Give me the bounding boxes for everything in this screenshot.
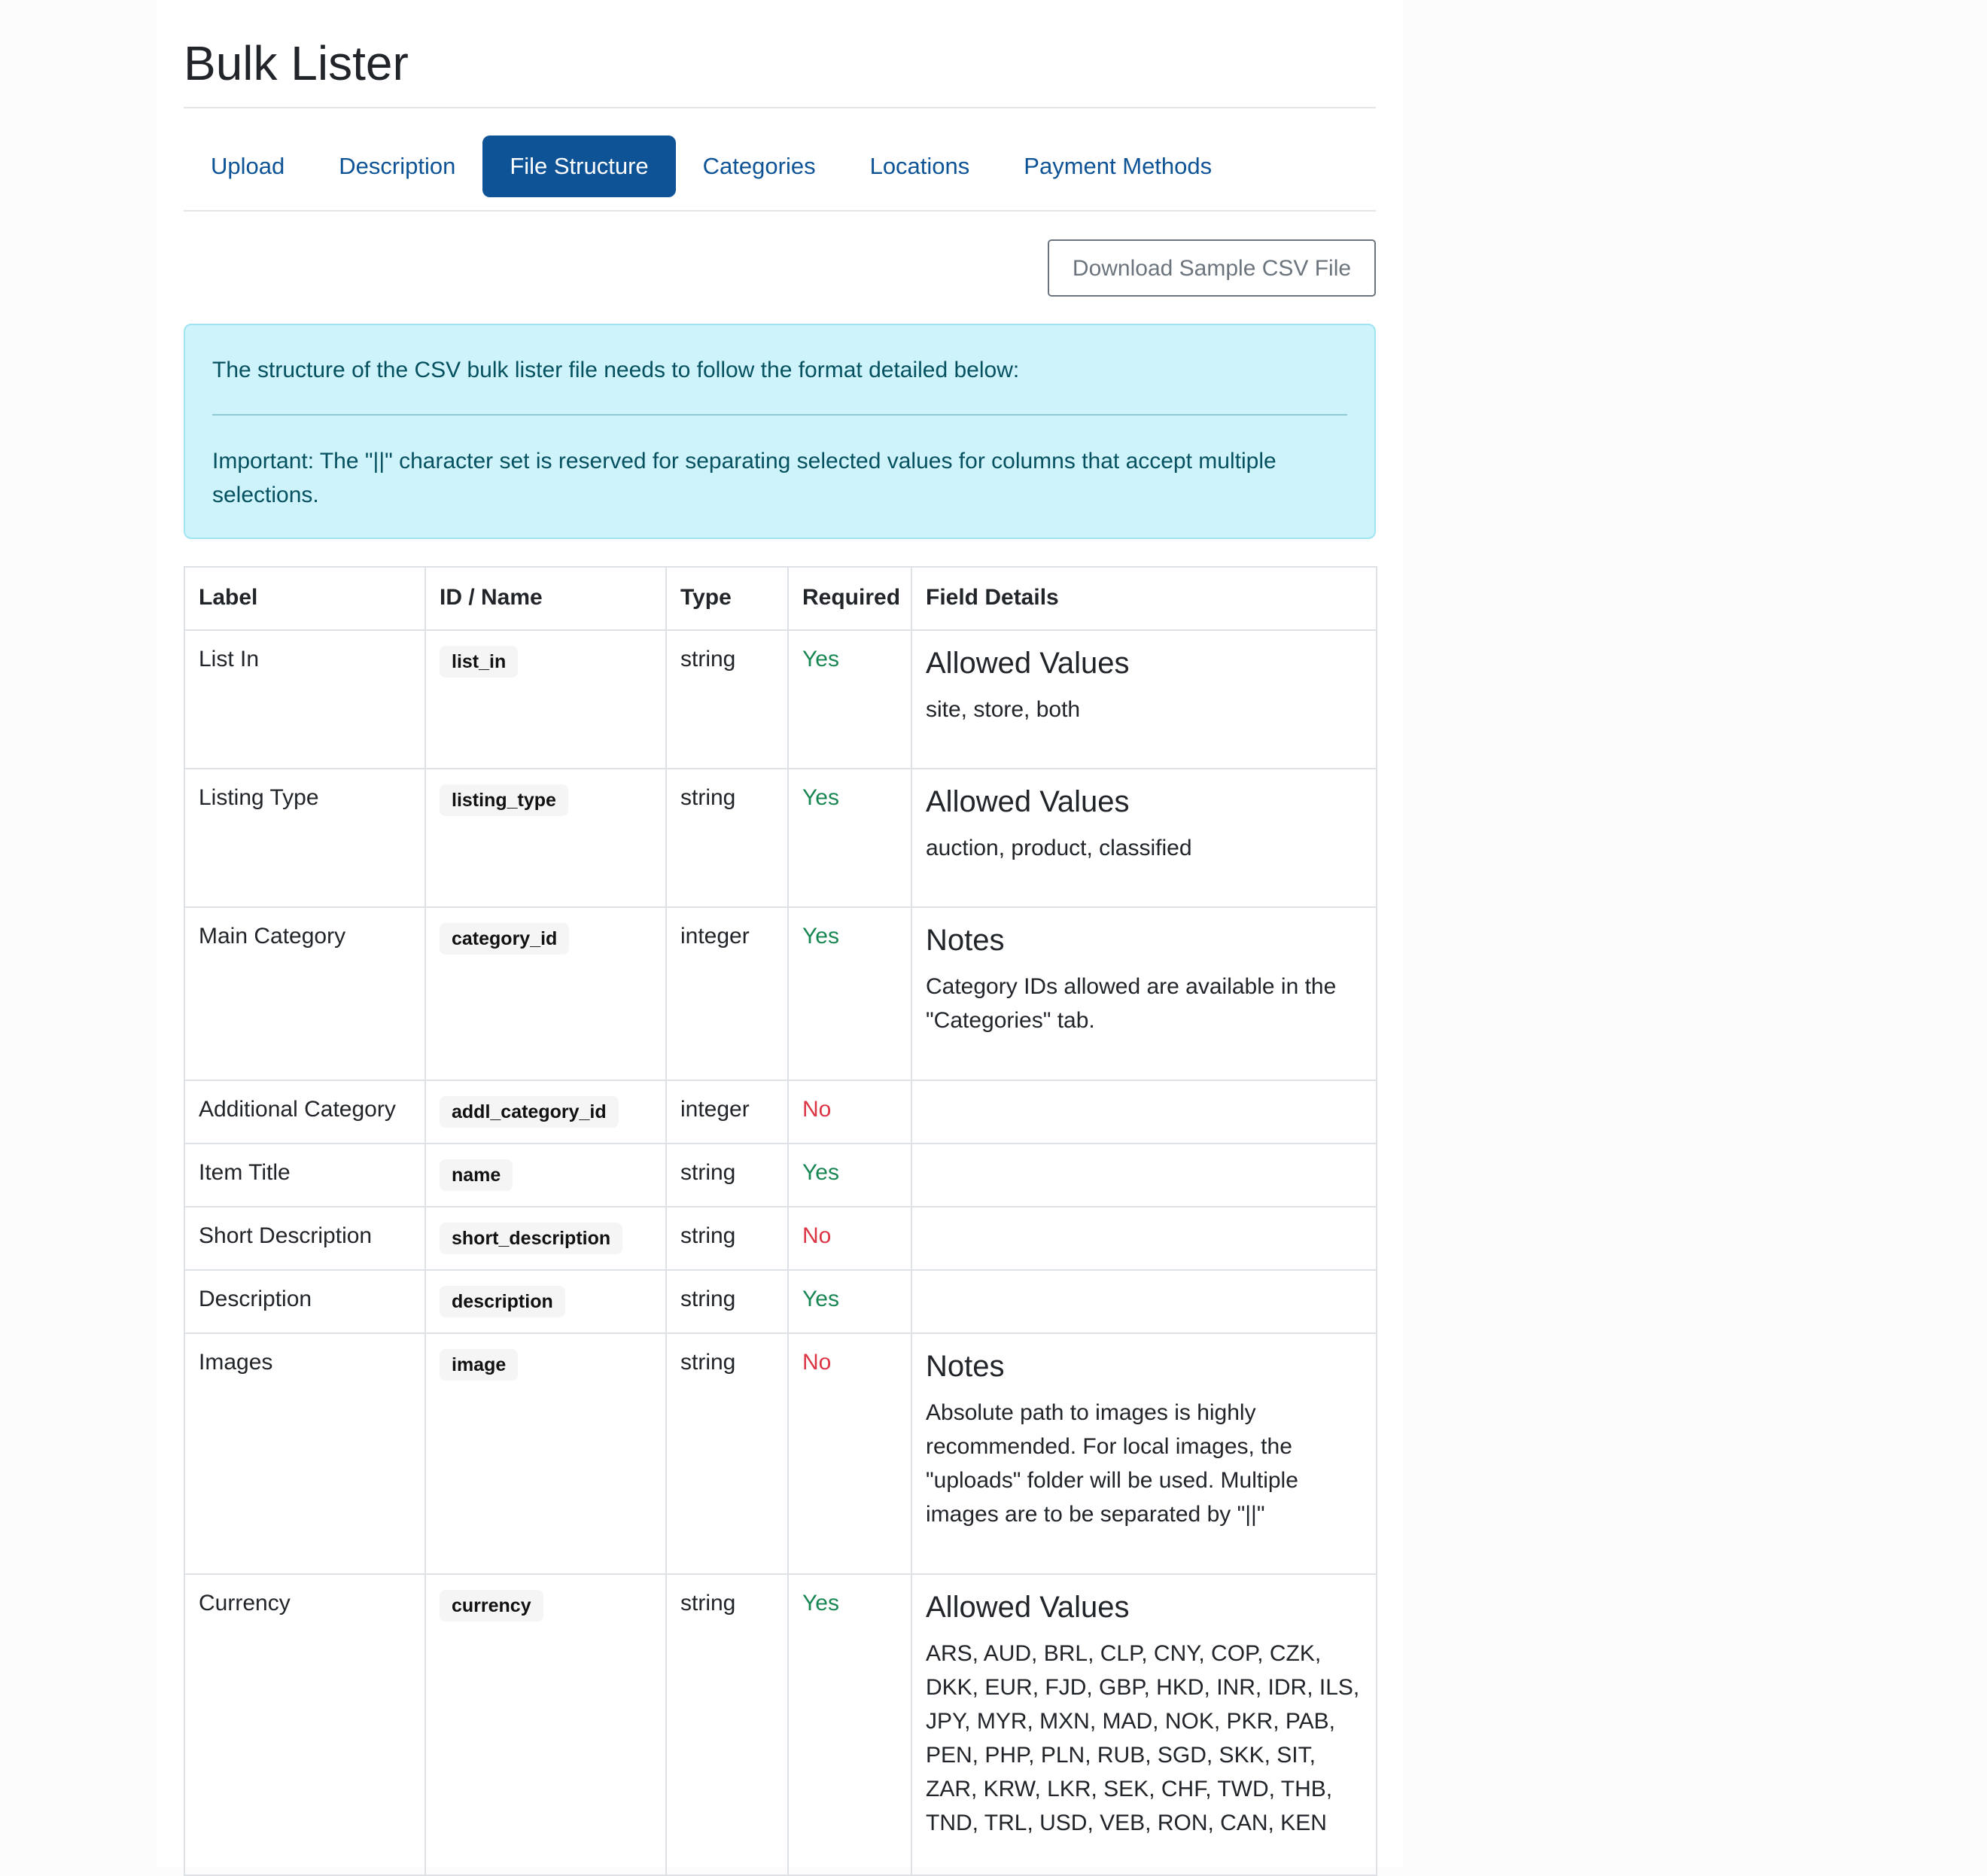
cell-label: Item Title [184, 1144, 425, 1207]
download-sample-csv-button[interactable]: Download Sample CSV File [1048, 239, 1376, 297]
cell-id [425, 1080, 666, 1144]
cell-id [425, 1270, 666, 1333]
cell-required: No [788, 1333, 911, 1574]
tabs-divider [184, 210, 1376, 212]
field-id-code: name [440, 1159, 513, 1191]
field-id-code: list_in [440, 646, 518, 678]
details-heading: Allowed Values [926, 1591, 1130, 1624]
table-row [184, 907, 1377, 1080]
cell-details [911, 1080, 1377, 1144]
details-text: auction, product, classified [926, 836, 1192, 860]
details-heading: Notes [926, 1350, 1005, 1383]
cell-required: Yes [788, 1574, 911, 1875]
column-header-type: Type [666, 567, 788, 630]
column-header-id: ID / Name [425, 567, 666, 630]
table-row [184, 769, 1377, 907]
column-header-label: Label [184, 567, 425, 630]
details-heading: Allowed Values [926, 647, 1130, 680]
details-heading: Notes [926, 924, 1005, 957]
cell-id [425, 1144, 666, 1207]
column-header-required: Required [788, 567, 911, 630]
cell-required: Yes [788, 1270, 911, 1333]
cell-type: string [666, 769, 788, 907]
cell-id [425, 1574, 666, 1875]
tab-locations[interactable]: Locations [869, 153, 970, 179]
cell-type: string [666, 1270, 788, 1333]
cell-details [911, 1574, 1377, 1875]
table-row [184, 1207, 1377, 1270]
cell-required: Yes [788, 907, 911, 1080]
field-id-code: short_description [440, 1223, 622, 1254]
tab-bar [184, 136, 1239, 197]
details-text: site, store, both [926, 697, 1081, 722]
field-id-code: category_id [440, 923, 569, 955]
alert-divider [212, 414, 1347, 416]
page-container [157, 0, 1403, 1867]
info-alert [184, 324, 1376, 539]
cell-label: Additional Category [184, 1080, 425, 1144]
table-row [184, 1144, 1377, 1207]
cell-required: Yes [788, 1144, 911, 1207]
details-heading: Allowed Values [926, 785, 1130, 818]
cell-details [911, 1144, 1377, 1207]
cell-details [911, 1207, 1377, 1270]
details-text: ARS, AUD, BRL, CLP, CNY, COP, CZK, DKK, EUR, FJD, GBP, HKD, INR, IDR, ILS, JPY, MYR, MXN, MAD, NOK, PKR, PAB, PEN, PHP, PLN, RUB, SGD, SKK, SIT, ZAR, KRW, LKR, SEK, CHF, TWD, THB, TND, TRL, USD, VEB, RON, CAN, KEN [926, 1641, 1360, 1835]
alert-important-text: Important: The "||" character set is reserved for separating selected values for columns that accept multiple selections. [212, 449, 1276, 507]
cell-label: Currency [184, 1574, 425, 1875]
tab-upload[interactable]: Upload [211, 153, 285, 179]
cell-label: Listing Type [184, 769, 425, 907]
column-header-details: Field Details [911, 567, 1377, 630]
field-id-code: description [440, 1286, 565, 1317]
cell-type: string [666, 1574, 788, 1875]
cell-required: No [788, 1207, 911, 1270]
details-text: Category IDs allowed are available in the "Categories" tab. [926, 974, 1337, 1033]
table-row [184, 1333, 1377, 1574]
cell-id [425, 1207, 666, 1270]
field-id-code: addl_category_id [440, 1096, 619, 1128]
tab-description[interactable]: Description [339, 153, 456, 179]
tab-categories[interactable]: Categories [702, 153, 816, 179]
cell-type: string [666, 1207, 788, 1270]
cell-required: No [788, 1080, 911, 1144]
cell-id [425, 907, 666, 1080]
cell-id [425, 630, 666, 769]
cell-id [425, 769, 666, 907]
cell-details [911, 907, 1377, 1080]
cell-label: Short Description [184, 1207, 425, 1270]
table-row [184, 1270, 1377, 1333]
cell-label: List In [184, 630, 425, 769]
alert-intro-text: The structure of the CSV bulk lister file needs to follow the format detailed below: [212, 358, 1020, 382]
cell-details [911, 630, 1377, 769]
cell-details [911, 769, 1377, 907]
title-divider [184, 107, 1376, 108]
cell-details [911, 1333, 1377, 1574]
cell-label: Description [184, 1270, 425, 1333]
cell-type: integer [666, 907, 788, 1080]
field-id-code: image [440, 1349, 518, 1381]
cell-type: string [666, 630, 788, 769]
table-row [184, 1080, 1377, 1144]
table-header-row [184, 567, 1377, 630]
cell-label: Images [184, 1333, 425, 1574]
cell-type: string [666, 1333, 788, 1574]
cell-required: Yes [788, 769, 911, 907]
cell-type: string [666, 1144, 788, 1207]
field-id-code: currency [440, 1590, 543, 1622]
cell-id [425, 1333, 666, 1574]
tab-file-structure[interactable]: File Structure [482, 136, 675, 197]
cell-label: Main Category [184, 907, 425, 1080]
cell-type: integer [666, 1080, 788, 1144]
file-structure-table [184, 566, 1377, 1876]
table-row [184, 1574, 1377, 1875]
page-title: Bulk Lister [184, 36, 409, 90]
details-text: Absolute path to images is highly recommended. For local images, the "uploads" folder will be used. Multiple images are to be separated by "||" [926, 1400, 1298, 1527]
field-id-code: listing_type [440, 784, 568, 816]
cell-required: Yes [788, 630, 911, 769]
table-row [184, 630, 1377, 769]
tab-payment-methods[interactable]: Payment Methods [1024, 153, 1213, 179]
cell-details [911, 1270, 1377, 1333]
